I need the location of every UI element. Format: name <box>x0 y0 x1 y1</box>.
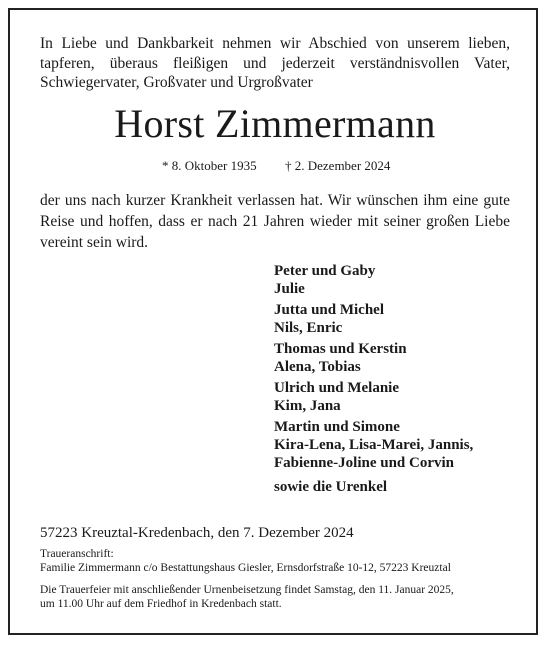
family-group <box>274 262 514 298</box>
death-date: † 2. Dezember 2024 <box>285 158 391 173</box>
intro-line: Schwiegervater, Großvater und Urgroßvater <box>40 74 313 91</box>
family-line: Fabienne-Joline und Corvin <box>274 455 455 471</box>
family-line: Alena, Tobias <box>274 359 361 375</box>
funeral-service-info <box>40 583 510 611</box>
family-line: Kira-Lena, Lisa-Marei, Jannis, <box>274 437 474 453</box>
family-line: Jutta und Michel <box>274 302 385 318</box>
deceased-name: Horst Zimmermann <box>114 101 436 146</box>
mourners-list <box>274 262 514 496</box>
great-grandchildren-line: sowie die Urenkel <box>274 479 388 495</box>
intro-line: In Liebe und Dankbarkeit nehmen wir Abschied von unserem lieben, <box>40 35 510 52</box>
family-line: Julie <box>274 281 305 297</box>
family-group <box>274 340 514 376</box>
mourning-address: Familie Zimmermann c/o Bestattungshaus Giesler, Ernsdorfstraße 10-12, 57223 Kreuztal <box>40 562 451 574</box>
family-line: Thomas und Kerstin <box>274 341 407 357</box>
body-line: der uns nach kurzer Krankheit verlassen hat. Wir wünschen ihm eine gute <box>40 192 510 209</box>
address-label: Traueranschrift: <box>40 548 114 560</box>
family-line: Peter und Gaby <box>274 263 376 279</box>
body-line: Reise und hoffen, dass er nach 21 Jahren wieder mit seiner großen Liebe <box>40 213 510 230</box>
family-line: Ulrich und Melanie <box>274 380 400 396</box>
family-line: Martin und Simone <box>274 419 400 435</box>
intro-text <box>40 34 510 93</box>
family-line: Nils, Enric <box>274 320 343 336</box>
family-group <box>274 301 514 337</box>
body-text <box>40 190 510 253</box>
family-line: Kim, Jana <box>274 398 341 414</box>
service-line: Die Trauerfeier mit anschließender Urnenbeisetzung findet Samstag, den 11. Januar 2025, <box>40 584 454 596</box>
intro-line: tapferen, überaus fleißigen und jederzeit verständnisvollen Vater, <box>40 54 510 72</box>
place-date: 57223 Kreuztal-Kredenbach, den 7. Dezember 2024 <box>40 525 354 541</box>
family-group <box>274 418 514 472</box>
family-group <box>274 379 514 415</box>
service-line: um 11.00 Uhr auf dem Friedhof in Kredenbach statt. <box>40 598 282 610</box>
body-line: vereint sein wird. <box>40 234 149 251</box>
birth-date: * 8. Oktober 1935 <box>162 158 257 173</box>
